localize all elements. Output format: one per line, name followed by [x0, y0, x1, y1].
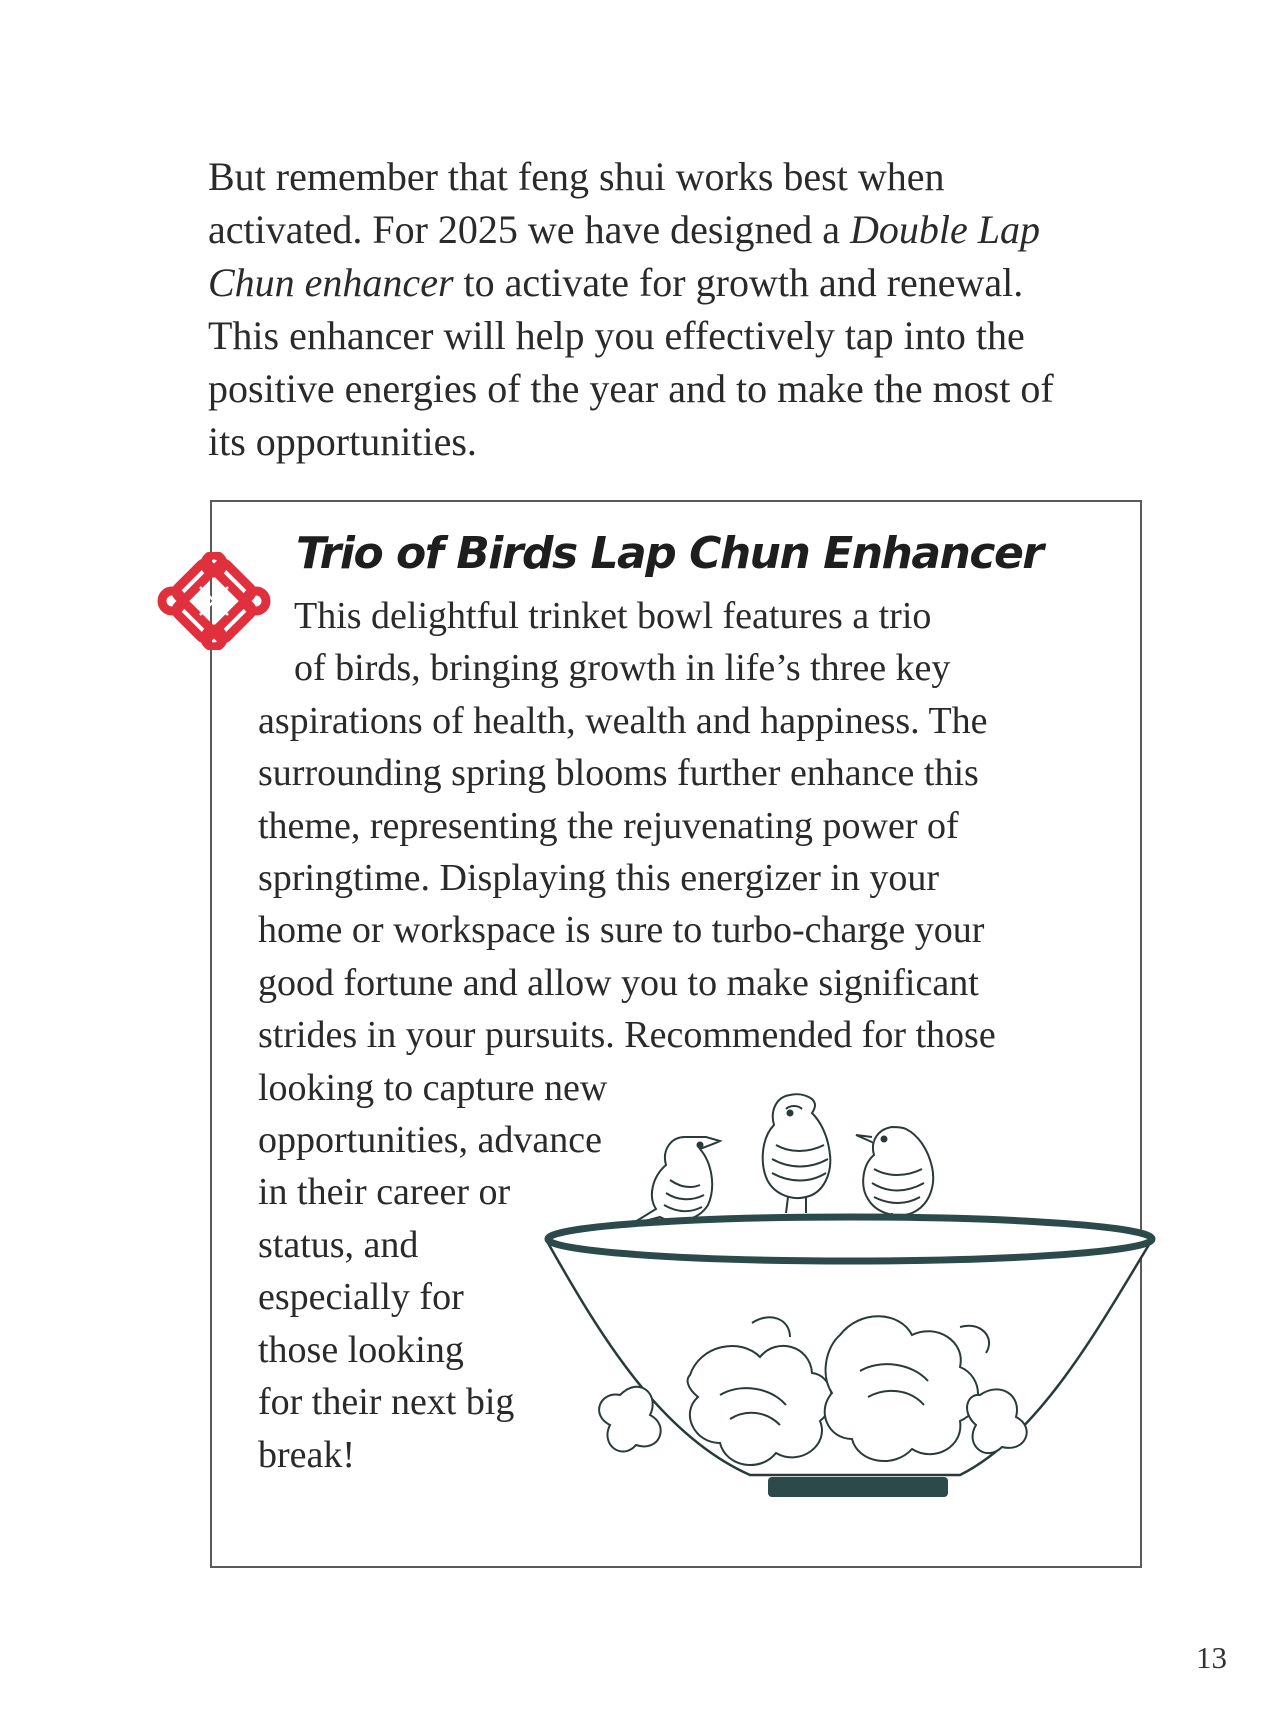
intro-emphasis: Double Lap — [850, 207, 1041, 252]
bird-middle-icon — [763, 1094, 831, 1213]
intro-line: to activate for growth and renewal. — [453, 260, 1024, 305]
description-line: home or workspace is sure to turbo-charge your — [258, 909, 985, 952]
description-line: surrounding spring blooms further enhance this — [258, 752, 979, 795]
description-line: springtime. Displaying this energizer in your — [258, 857, 940, 900]
enhancer-title: Trio of Birds Lap Chun Enhancer — [296, 528, 1043, 579]
page-number: 13 — [1196, 1640, 1227, 1675]
intro-line: positive energies of the year and to make the most of — [208, 366, 1054, 411]
description-line: looking to capture new — [258, 1066, 608, 1109]
description-line: those looking — [258, 1328, 464, 1371]
intro-line: But remember that feng shui works best when — [208, 154, 945, 199]
description-line: status, and — [258, 1223, 419, 1266]
description-line: This delightful trinket bowl features a trio — [294, 595, 932, 637]
intro-line: activated. For 2025 we have designed a — [208, 207, 851, 252]
description-line: in their career or — [258, 1171, 511, 1214]
endless-knot-icon — [156, 552, 272, 650]
intro-line: This enhancer will help you effectively tap into the — [208, 313, 1025, 358]
intro-paragraph — [208, 150, 1138, 468]
description-line: opportunities, advance — [258, 1119, 603, 1162]
description-line: good fortune and allow you to make significant — [258, 961, 979, 1004]
description-line: break! — [258, 1433, 356, 1476]
description-line: theme, representing the rejuvenating power of — [258, 804, 959, 847]
description-line: aspirations of health, wealth and happiness. The — [258, 699, 988, 742]
bird-bowl-illustration — [540, 1075, 1160, 1545]
intro-line: its opportunities. — [208, 419, 477, 464]
description-line: especially for — [258, 1276, 464, 1319]
description-line: strides in your pursuits. Recommended for those — [258, 1014, 996, 1057]
bird-right-icon — [856, 1127, 933, 1227]
intro-emphasis: Chun enhancer — [208, 260, 454, 305]
description-line: for their next big — [258, 1381, 515, 1424]
description-line: of birds, bringing growth in life’s three key — [294, 647, 951, 690]
